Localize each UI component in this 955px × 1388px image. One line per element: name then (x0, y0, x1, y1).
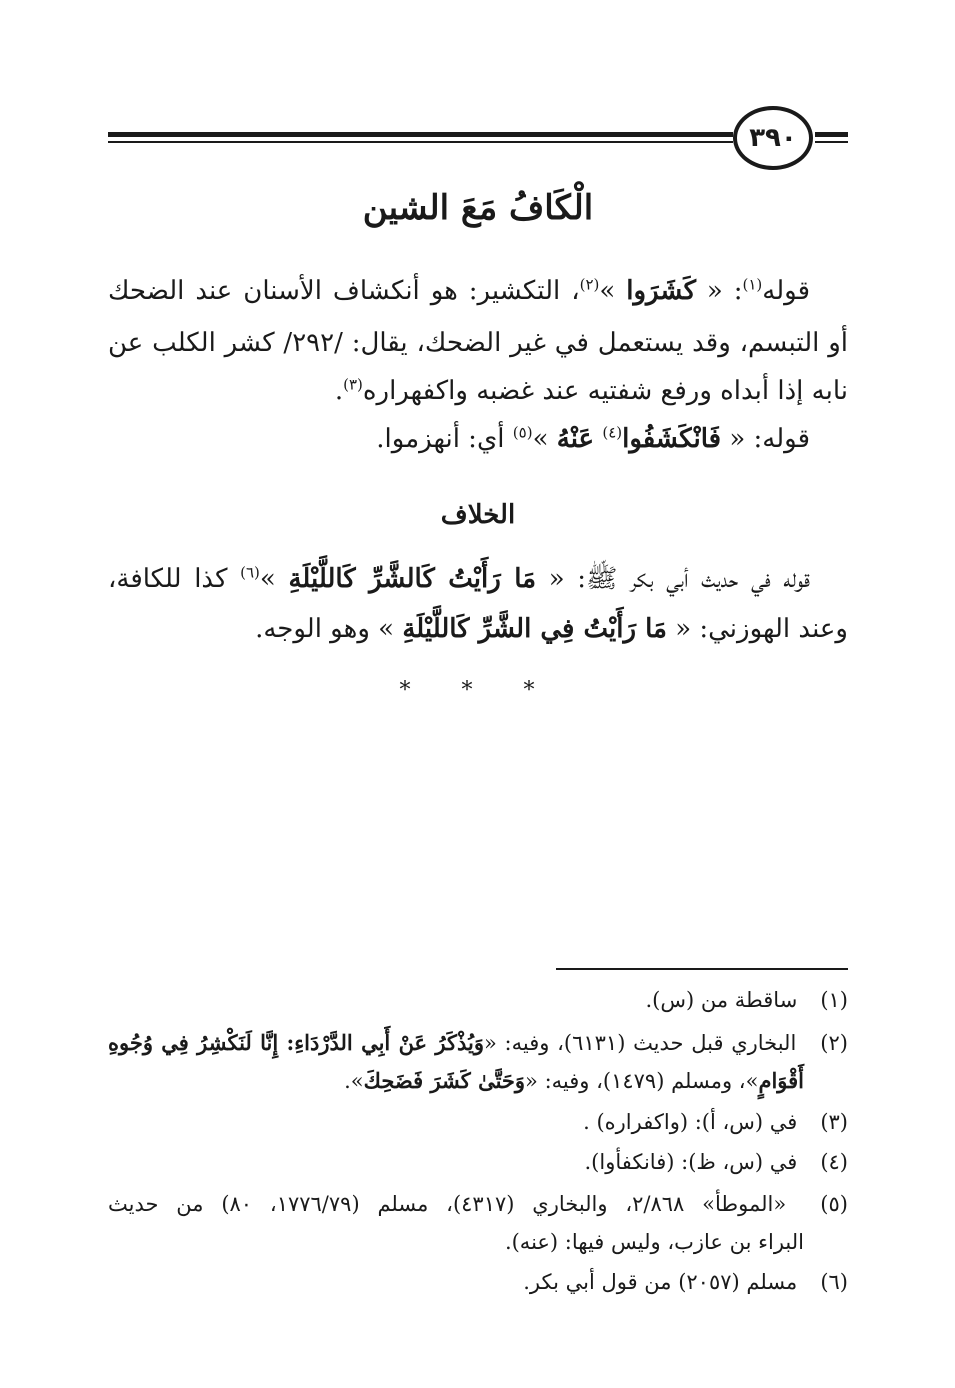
footnote-2-line-1 (108, 1030, 848, 1055)
text: » (532, 424, 549, 454)
headword: كَشَرَوا (626, 276, 696, 306)
footnote-quote: وَحَتَّىٰ كَشَرَ فَضَحِكَ (363, 1068, 526, 1093)
footnote-number: (١) (820, 988, 848, 1012)
footnote-4 (108, 1150, 848, 1174)
text: : « (706, 276, 743, 306)
header-rule-left-thick (108, 132, 733, 137)
footnote-3 (108, 1110, 848, 1134)
footnote-6 (108, 1270, 848, 1294)
header-rule-left-thin (108, 141, 733, 143)
footnote-number: (٣) (820, 1110, 848, 1134)
text: أي: أنهزموا. (376, 424, 505, 454)
footnote-ref: (٥) (512, 423, 533, 442)
khilaf-line-1 (108, 562, 848, 600)
page-number: ٣٩٠ (749, 123, 797, 153)
text: قوله في حديث أبي بكر ﷺ: « (548, 564, 811, 594)
headword: فَانْكَشَفُوا (622, 424, 722, 454)
hadith-quote: مَا رَأَيْتُ فِي الشَّرِّ كَاللَّيْلَةِ (402, 614, 667, 644)
header-rule-right-thin (815, 141, 848, 143)
footnote-text: ». (344, 1069, 364, 1093)
entry-line-3 (108, 376, 848, 406)
khilaf-line-2 (108, 614, 848, 644)
section-separator: * * * (399, 678, 557, 703)
footnote-text: »، ومسلم (١٤٧٩)، وفيه: « (525, 1069, 759, 1093)
text: » (599, 276, 616, 306)
footnote-number: (٢) (820, 1031, 848, 1055)
text: قوله: « (729, 424, 810, 454)
header-rule-right-thick (815, 132, 848, 137)
footnote-ref: (٣) (343, 375, 363, 394)
chapter-title: الْكَافُ مَعَ الشين (362, 188, 594, 228)
text: قوله (762, 276, 811, 306)
text: ، التكشير: هو أنكشاف الأسنان عند الضحك (108, 276, 580, 306)
page-number-badge (733, 106, 813, 170)
footnote-ref: (٤) (602, 423, 623, 442)
text: » (259, 564, 276, 594)
footnote-number: (٤) (820, 1150, 848, 1174)
footnote-text: ساقطة من (س). (645, 988, 798, 1012)
footnote-number: (٦) (820, 1270, 848, 1294)
hadith-quote: مَا رَأَيْتُ كَالشَّرِّ كَاللَّيْلَةِ (288, 564, 537, 594)
footnote-ref: (٦) (240, 563, 260, 582)
footnote-text: «الموطأ» ٢/٨٦٨، والبخاري (٤٣١٧)، مسلم (١٧٧٦/٧٩، ٨٠) من حديث (108, 1192, 787, 1216)
footnote-ref: (٢) (579, 275, 600, 294)
entry-line-2: أو التبسم، وقد يستعمل في غير الضحك، يقال: /٢٩٢/ كشر الكلب عن (108, 328, 848, 358)
text: نابه إذا أبداه ورفع شفتيه عند غضبه واكفهراره (362, 376, 848, 406)
entry-line-1 (108, 276, 848, 306)
footnote-quote: أَقْوَامٍ (758, 1068, 804, 1093)
footnote-5-line-1 (108, 1192, 848, 1216)
text: . (334, 376, 344, 406)
footnote-rule (556, 968, 848, 970)
footnote-text: مسلم (٢٠٥٧) من قول أبي بكر. (523, 1270, 798, 1294)
footnote-1 (108, 988, 848, 1012)
headword: عَنْهُ (556, 424, 595, 454)
footnote-quote: وَيُذْكَرُ عَنْ أَبِي الدَّرْدَاءِ: إِنَّا لَنَكْشِرُ فِي وُجُوهِ (108, 1030, 485, 1055)
footnote-2-line-2 (108, 1068, 848, 1093)
footnote-text: في (س، أ): (واكفراره) . (583, 1110, 798, 1134)
text: » وهو الوجه. (255, 614, 395, 644)
section-title: الخلاف (440, 500, 516, 530)
footnote-number: (٥) (820, 1192, 848, 1216)
footnote-ref: (١) (742, 275, 763, 294)
text: كذا للكافة، (108, 564, 228, 594)
entry-line-4 (108, 424, 848, 454)
footnote-5-line-2: البراء بن عازب، وليس فيها: (عنه). (504, 1230, 804, 1254)
text: وعند الهوزني: « (675, 614, 848, 644)
footnote-text: البخاري قبل حديث (٦١٣١)، وفيه: « (484, 1031, 797, 1055)
footnote-text: في (س، ظ): (فانكفأوا). (584, 1150, 798, 1174)
